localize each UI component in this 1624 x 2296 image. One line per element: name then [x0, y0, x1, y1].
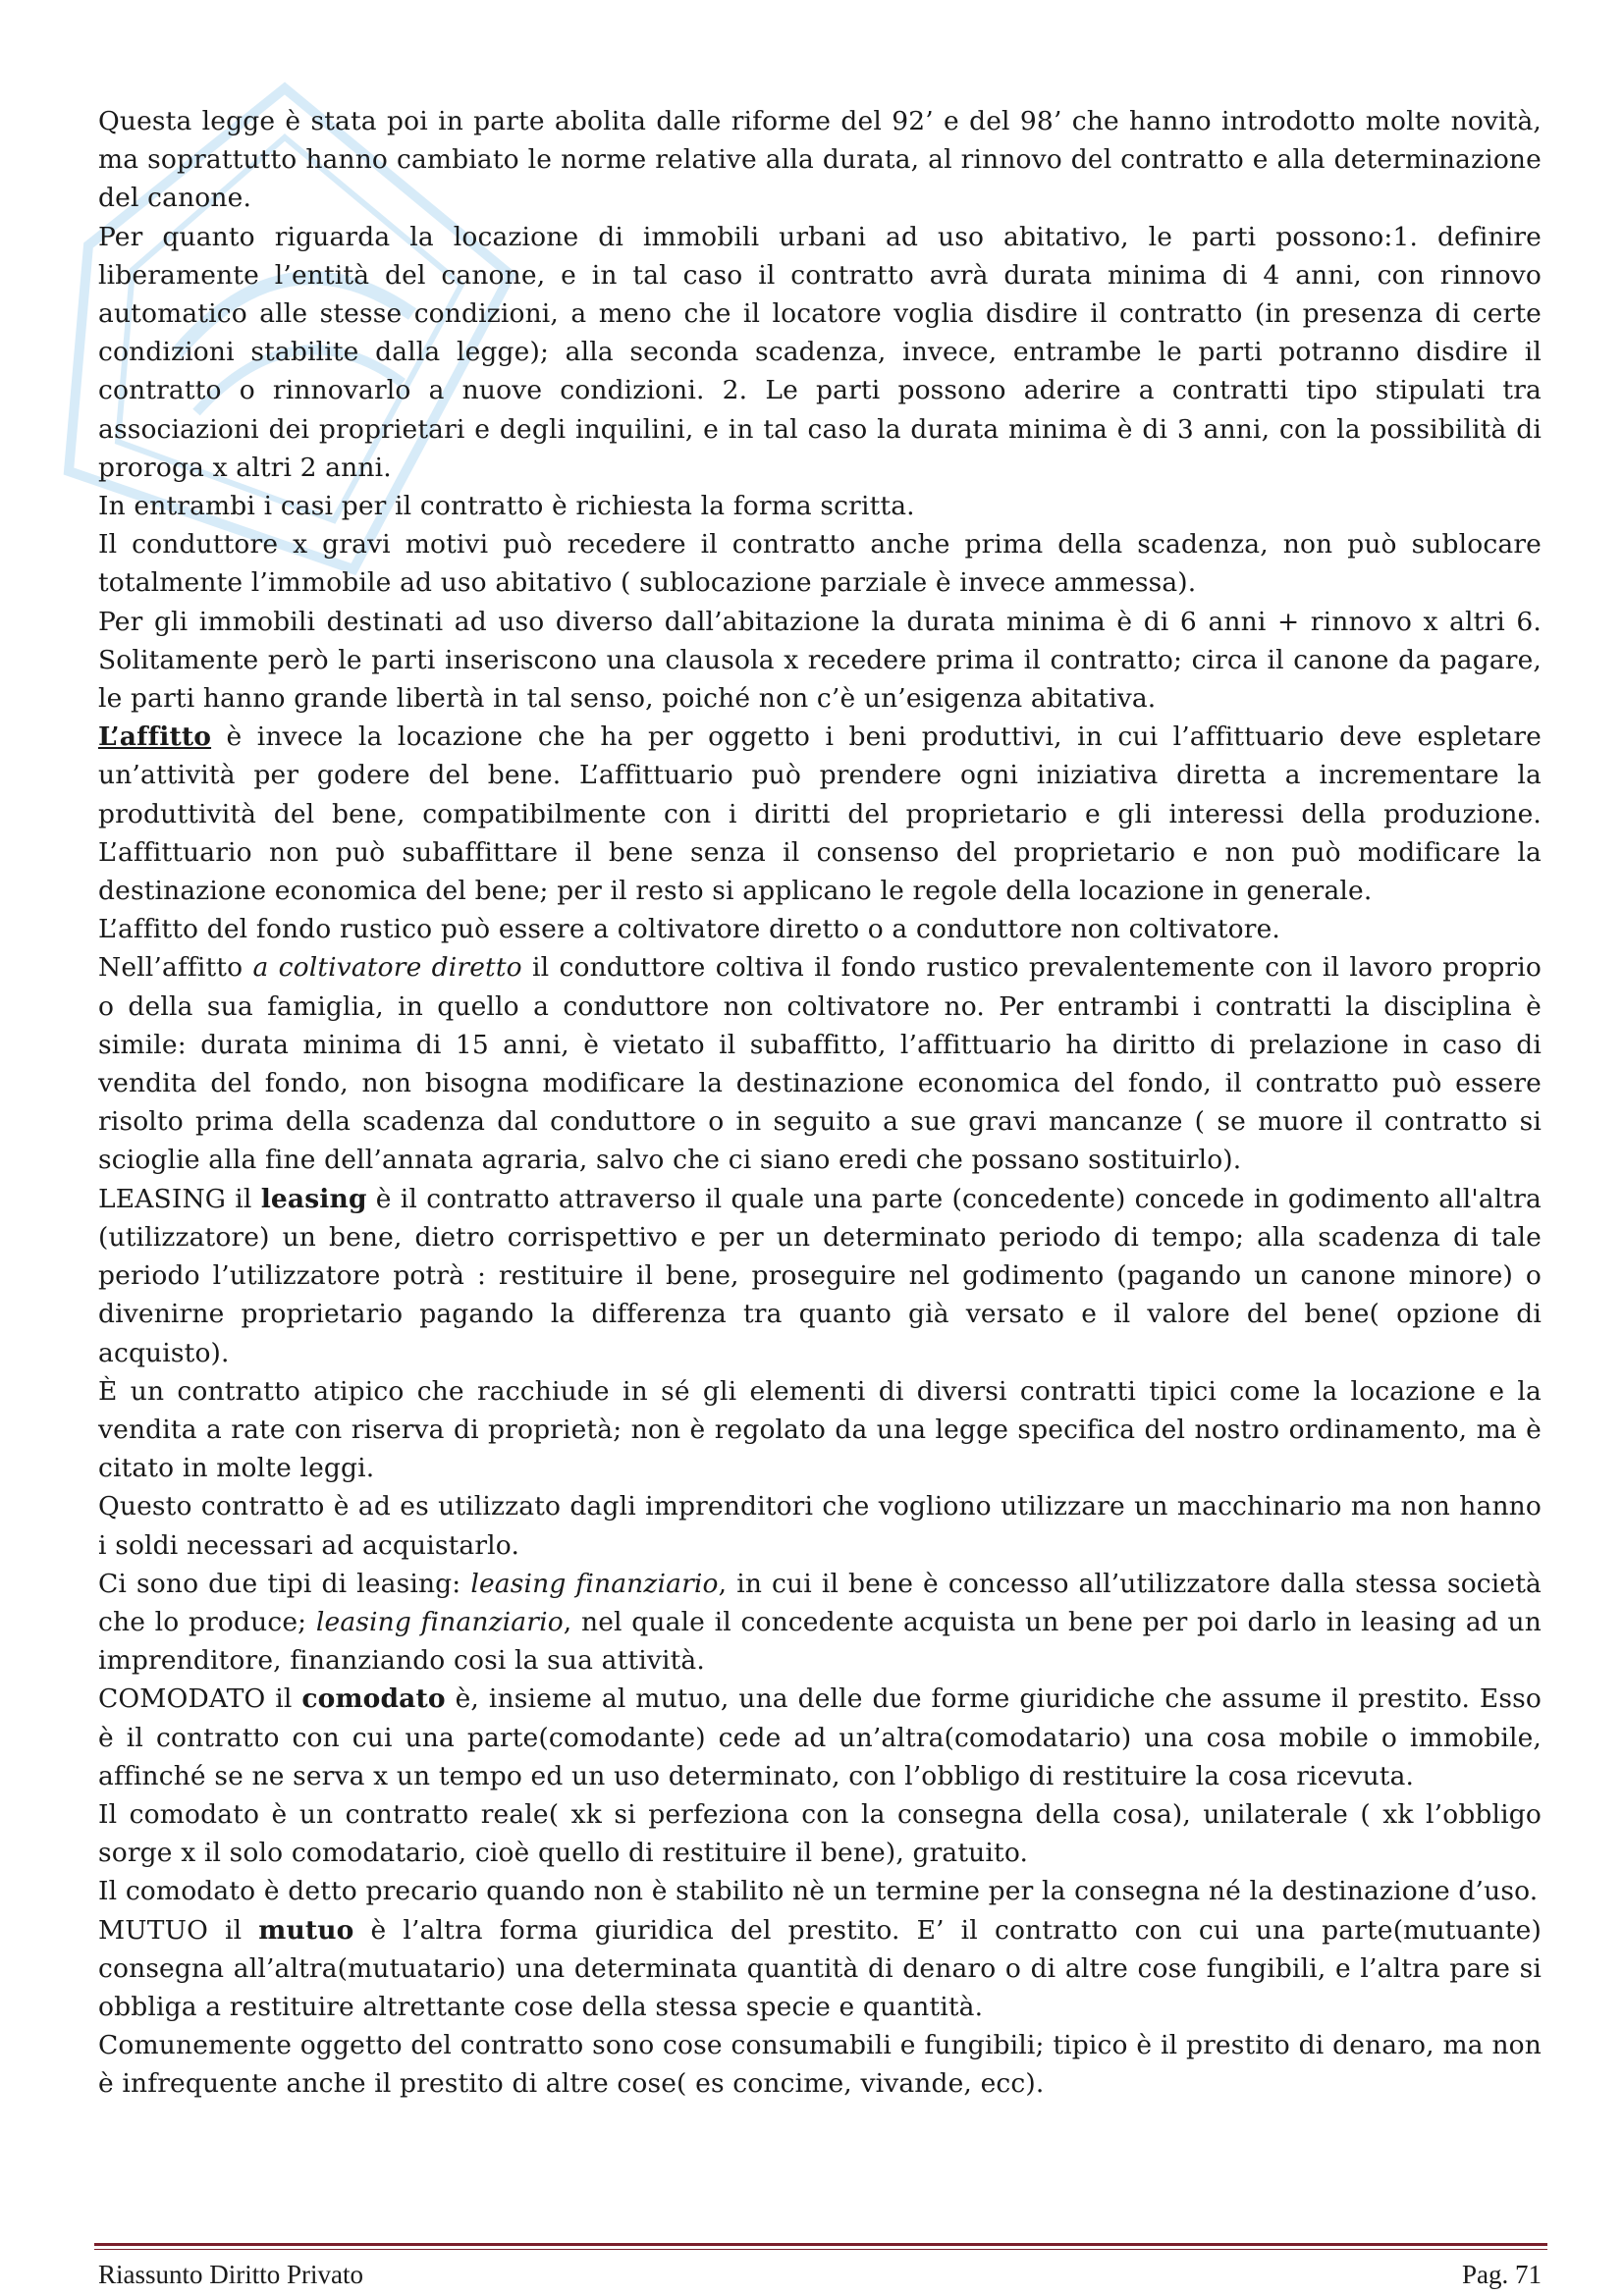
text-run: In entrambi i casi per il contratto è richiesta la forma scritta.	[98, 491, 915, 522]
document-body	[98, 102, 1542, 2104]
italic-term: leasing finanziario	[315, 1606, 564, 1637]
text-run: MUTUO il	[98, 1914, 259, 1946]
text-run: è invece la locazione che ha per oggetto i beni produttivi, in cui l’affittuario deve espletare un’attività per godere del bene. L’affittuario può prendere ogni iniziativa diretta a incrementare la produttività del bene, compatibilmente con i diritti del proprietario e gli interessi della produzione. L’affittuario non può subaffittare il bene senza il consenso del proprietario e non può modificare la destinazione economica del bene; per il resto si applicano le regole della locazione in generale.	[98, 721, 1542, 907]
paragraph	[98, 910, 1542, 948]
text-run: è l’altra forma giuridica del prestito. E’ il contratto con cui una parte(mutuante) consegna all’altra(mutuatario) una determinata quantità di denaro o di altre cose fungibili, e l’altra pare si obbliga a restituire altrettante cose della stessa specie e quantità.	[98, 1914, 1542, 2022]
paragraph	[98, 1372, 1542, 1488]
text-run: Questa legge è stata poi in parte abolita dalle riforme del 92’ e del 98’ che hanno introdotto molte novità, ma soprattutto hanno cambiato le norme relative alla durata, al rinnovo del contratto e alla determinazione del canone.	[98, 106, 1542, 214]
paragraph	[98, 1795, 1542, 1872]
text-run: Il conduttore x gravi motivi può recedere il contratto anche prima della scadenza, non può sublocare totalmente l’immobile ad uso abitativo ( sublocazione parziale è invece ammessa).	[98, 529, 1542, 599]
italic-term: leasing finanziario	[470, 1568, 719, 1599]
paragraph	[98, 1872, 1542, 1910]
footer-title: Riassunto Diritto Privato	[98, 2260, 363, 2289]
text-run: , in cui il bene è concesso all’utilizzatore dalla stessa società che lo produce;	[98, 1568, 1542, 1637]
paragraph	[98, 525, 1542, 602]
paragraph	[98, 2026, 1542, 2103]
paragraph	[98, 603, 1542, 719]
bold-term: comodato	[301, 1683, 446, 1715]
text-run: Per gli immobili destinati ad uso diverso dall’abitazione la durata minima è di 6 anni + rinnovo x altri 6. Solitamente però le parti inseriscono una clausola x recedere prima il contratto; circa il canone da pagare, le parti hanno grande libertà in tal senso, poiché non c’è un’esigenza abitativa.	[98, 606, 1542, 715]
text-run: Ci sono due tipi di leasing:	[98, 1568, 471, 1599]
text-run: È un contratto atipico che racchiude in sé gli elementi di diversi contratti tipici come la locazione e la vendita a rate con riserva di proprietà; non è regolato da una legge specifica del nostro ordinamento, ma è citato in molte leggi.	[98, 1375, 1542, 1484]
footer-rule-thin	[94, 2249, 1547, 2250]
text-run: Per quanto riguarda la locazione di immobili urbani ad uso abitativo, le parti possono:1. definire liberamente l’entità del canone, e in tal caso il contratto avrà durata minima di 4 anni, con rinnovo automatico alle stesse condizioni, a meno che il locatore voglia disdire il contratto (in presenza di certe condizioni stabilite dalla legge); alla seconda scadenza, invece, entrambe le parti potranno disdire il contratto o rinnovarlo a nuove condizioni. 2. Le parti possono aderire a contratti tipo stipulati tra associazioni dei proprietari e degli inquilini, e in tal caso la durata minima è di 3 anni, con la possibilità di proroga x altri 2 anni.	[98, 221, 1542, 483]
paragraph	[98, 1487, 1542, 1564]
paragraph	[98, 948, 1542, 1179]
bold-term: mutuo	[258, 1914, 354, 1946]
paragraph	[98, 487, 1542, 525]
text-run: Il comodato è detto precario quando non è stabilito nè un termine per la consegna né la destinazione d’uso.	[98, 1876, 1539, 1907]
footer-rule-thick	[94, 2243, 1547, 2246]
italic-term: a coltivatore diretto	[252, 952, 522, 984]
text-run: il conduttore coltiva il fondo rustico prevalentemente con il lavoro proprio o della sua famiglia, in quello a conduttore non coltivatore no. Per entrambi i contratti la disciplina è simile: durata minima di 15 anni, è vietato il subaffitto, l’affittuario ha diritto di prelazione in caso di vendita del fondo, non bisogna modificare la destinazione economica del fondo, il contratto può essere risolto prima della scadenza dal conduttore o in seguito a sue gravi mancanze ( se muore il contratto si scioglie alla fine dell’annata agraria, salvo che ci siano eredi che possano sostituirlo).	[98, 952, 1542, 1176]
paragraph	[98, 718, 1542, 910]
text-run: Questo contratto è ad es utilizzato dagli imprenditori che vogliono utilizzare un macchinario ma non hanno i soldi necessari ad acquistarlo.	[98, 1491, 1542, 1561]
paragraph	[98, 1565, 1542, 1681]
text-run: , nel quale il concedente acquista un bene per poi darlo in leasing ad un imprenditore, finanziando cosi la sua attività.	[98, 1606, 1542, 1677]
paragraph	[98, 102, 1542, 218]
paragraph	[98, 218, 1542, 487]
text-run: è il contratto attraverso il quale una parte (concedente) concede in godimento all'altra (utilizzatore) un bene, dietro corrispettivo e per un determinato periodo di tempo; alla scadenza di tale periodo l’utilizzatore potrà : restituire il bene, proseguire nel godimento (pagando un canone minore) o divenirne proprietario pagando la differenza tra quanto già versato e il valore del bene( opzione di acquisto).	[98, 1183, 1542, 1368]
paragraph	[98, 1911, 1542, 2027]
paragraph	[98, 1680, 1542, 1795]
text-run: Comunemente oggetto del contratto sono cose consumabili e fungibili; tipico è il prestito di denaro, ma non è infrequente anche il prestito di altre cose( es concime, vivande, ecc).	[98, 2030, 1542, 2100]
bold-term: leasing	[260, 1183, 367, 1214]
text-run: è, insieme al mutuo, una delle due forme giuridiche che assume il prestito. Esso è il contratto con cui una parte(comodante) cede ad un’altra(comodatario) una cosa mobile o immobile, affinché se ne serva x un tempo ed un uso determinato, con l’obbligo di restituire la cosa ricevuta.	[98, 1683, 1542, 1791]
heading-term: L’affitto	[98, 721, 212, 753]
text-run: LEASING il	[98, 1183, 261, 1214]
text-run: L’affitto del fondo rustico può essere a coltivatore diretto o a conduttore non coltivatore.	[98, 914, 1280, 945]
paragraph	[98, 1180, 1542, 1372]
text-run: Nell’affitto	[98, 952, 253, 984]
page-number: Pag. 71	[1462, 2260, 1542, 2289]
text-run: Il comodato è un contratto reale( xk si perfeziona con la consegna della cosa), unilaterale ( xk l’obbligo sorge x il solo comodatario, cioè quello di restituire il bene), gratuito.	[98, 1798, 1542, 1869]
text-run: COMODATO il	[98, 1683, 302, 1715]
